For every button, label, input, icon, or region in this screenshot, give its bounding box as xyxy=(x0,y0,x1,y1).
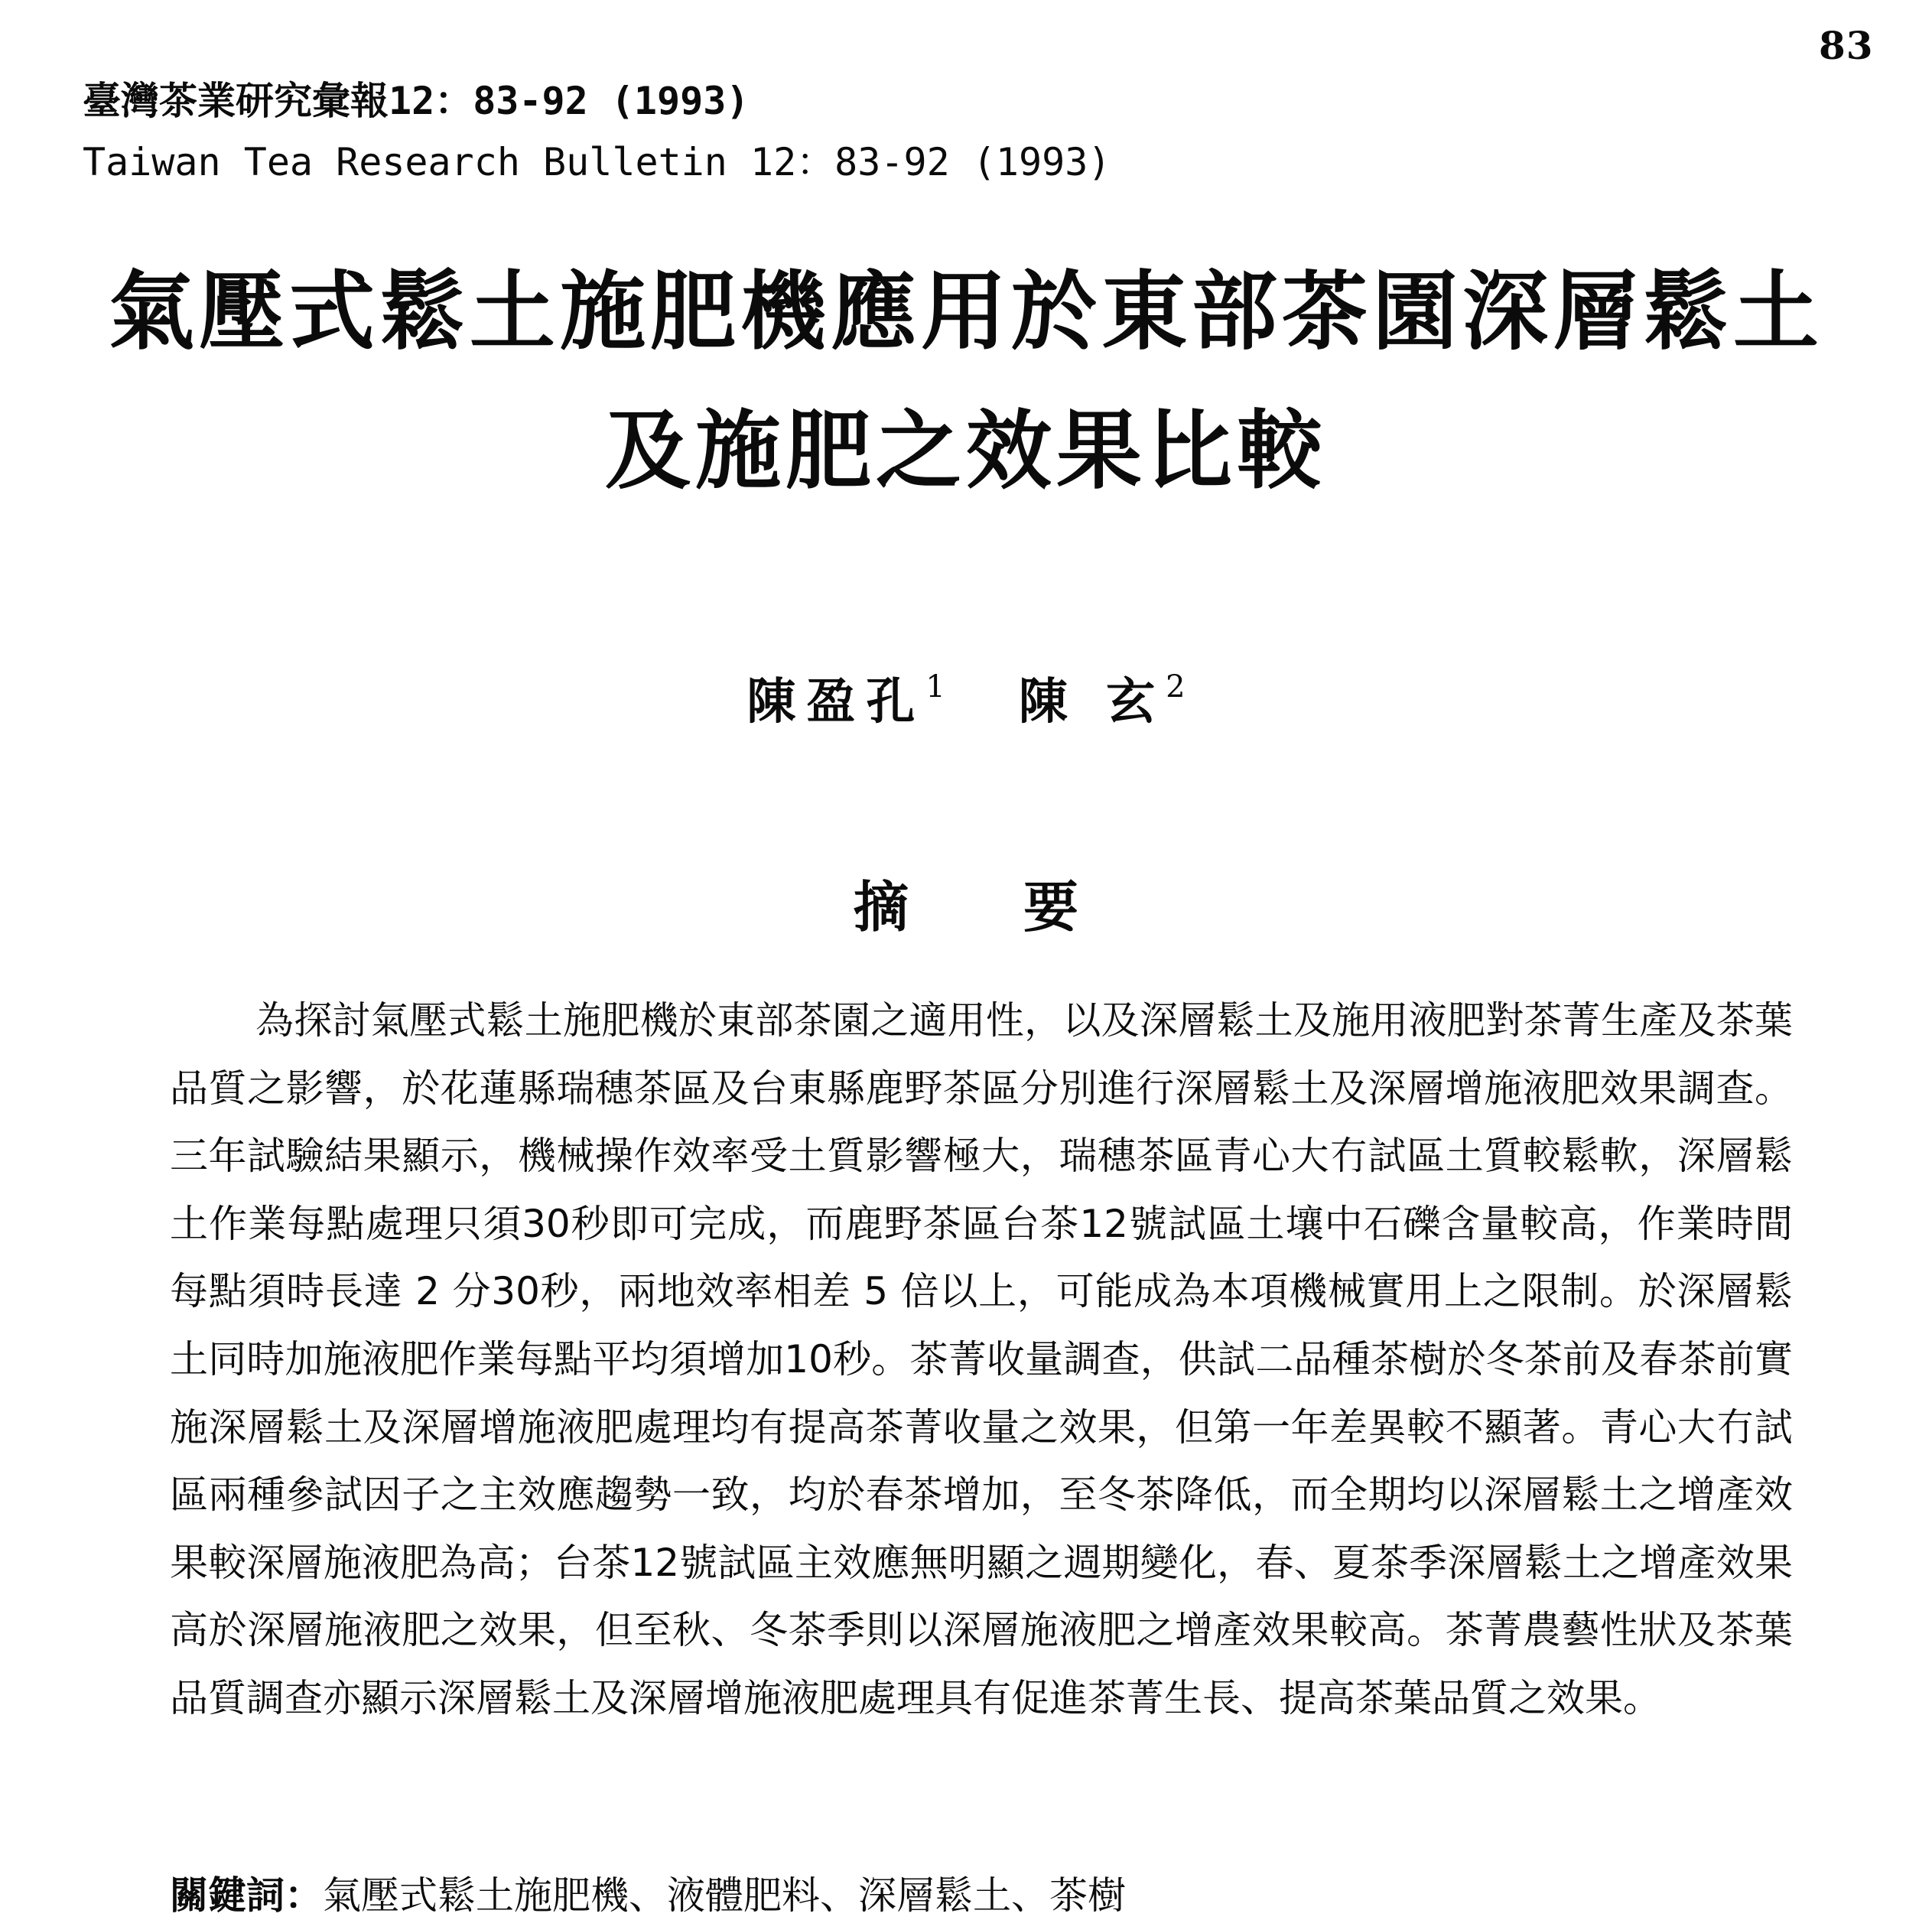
author-1 xyxy=(746,662,945,733)
author-list xyxy=(0,662,1932,733)
keywords xyxy=(170,1865,1126,1920)
keywords-value: 氣壓式鬆土施肥機、液體肥料、深層鬆土、茶樹 xyxy=(323,1873,1126,1918)
paper-title-line-2: 及施肥之效果比較 xyxy=(605,401,1327,501)
paper-title-line-1: 氣壓式鬆土施肥機應用於東部茶園深層鬆土 xyxy=(109,262,1823,362)
author-2-name: 陳 玄 xyxy=(1018,673,1166,731)
author-2 xyxy=(1019,662,1186,733)
keywords-label: 關鍵詞： xyxy=(170,1873,323,1918)
author-1-affiliation-mark: 1 xyxy=(925,669,945,705)
abstract-heading: 摘要 xyxy=(853,875,1193,939)
journal-citation-english: Taiwan Tea Research Bulletin 12：83-92 (1993) xyxy=(83,140,1111,184)
abstract-body: 為探討氣壓式鬆土施肥機於東部茶園之適用性，以及深層鬆土及施用液肥對茶菁生產及茶葉品質之影響，於花蓮縣瑞穗茶區及台東縣鹿野茶區分別進行深層鬆土及深層增施液肥效果調查。三年試驗結果顯示，機械操作效率受土質影響極大，瑞穗茶區青心大冇試區土質較鬆軟，深層鬆土作業每點處理只須30秒即可完成，而鹿野茶區台茶12號試區土壤中石礫含量較高，作業時間每點須時長達 2 分30秒，兩地效率相差 5 倍以上，可能成為本項機械實用上之限制。於深層鬆土同時加施液肥作業每點平均須增加10秒。茶菁收量調查，供試二品種茶樹於冬茶前及春茶前實施深層鬆土及深層增施液肥處理均有提高茶菁收量之效果，但第一年差異較不顯著。青心大冇試區兩種參試因子之主效應趨勢一致，均於春茶增加，至冬茶降低，而全期均以深層鬆土之增產效果較深層施液肥為高；台茶12號試區主效應無明顯之週期變化，春、夏茶季深層鬆土之增產效果高於深層施液肥之效果，但至秋、冬茶季則以深層施液肥之增產效果較高。茶菁農藝性狀及茶葉品質調查亦顯示深層鬆土及深層增施液肥處理具有促進茶菁生長、提高茶葉品質之效果。 xyxy=(170,998,1793,1720)
author-2-affiliation-mark: 2 xyxy=(1166,669,1186,705)
page-number: 83 xyxy=(1819,23,1874,68)
journal-citation-chinese: 臺灣茶業研究彙報12：83-92 (1993) xyxy=(83,79,750,123)
author-1-name: 陳盈孔 xyxy=(746,673,926,731)
